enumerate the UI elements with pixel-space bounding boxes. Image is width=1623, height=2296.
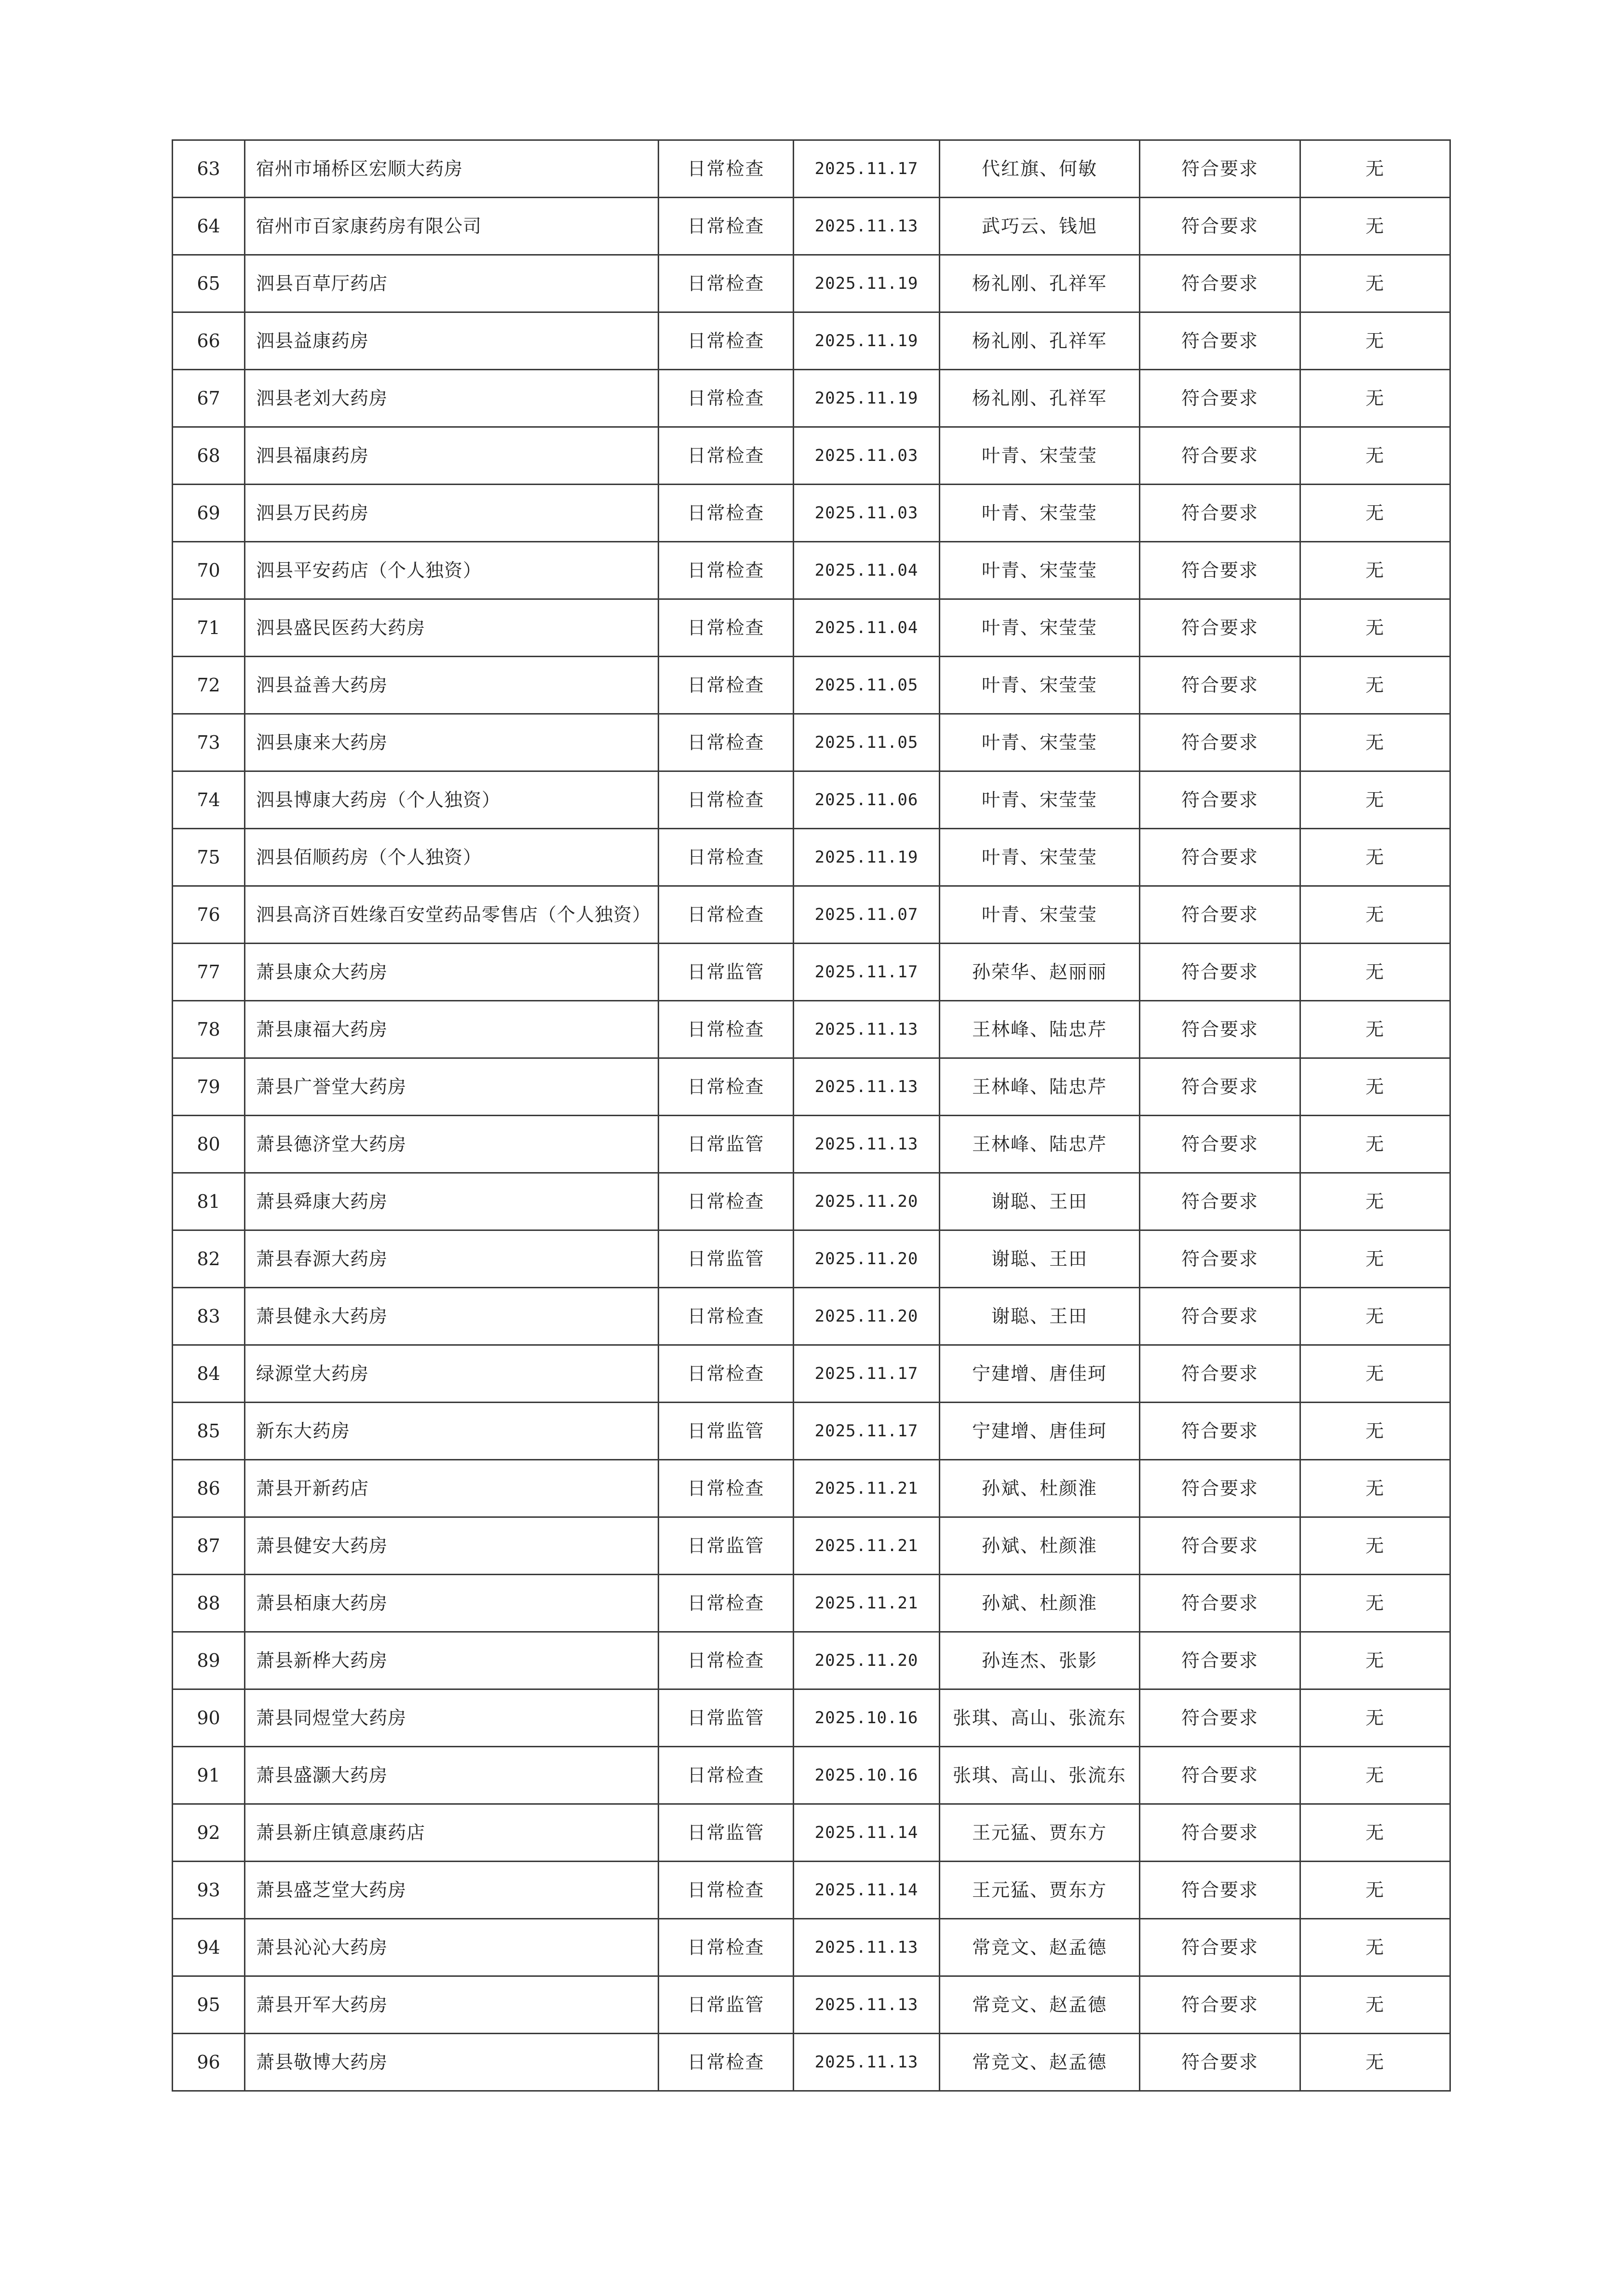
inspection-date-cell: 2025.11.17 bbox=[794, 944, 940, 1001]
table-row bbox=[173, 886, 1450, 944]
row-number-cell: 63 bbox=[173, 140, 245, 198]
pharmacy-name-cell: 萧县健永大药房 bbox=[245, 1288, 659, 1345]
issues-cell: 无 bbox=[1300, 599, 1450, 657]
inspectors-cell: 常竞文、赵孟德 bbox=[940, 1976, 1140, 2034]
inspection-type-cell: 日常检查 bbox=[659, 1288, 794, 1345]
inspectors-cell: 王林峰、陆忠芹 bbox=[940, 1116, 1140, 1173]
pharmacy-name-cell: 萧县开新药店 bbox=[245, 1460, 659, 1517]
inspection-type-cell: 日常检查 bbox=[659, 370, 794, 427]
table-row bbox=[173, 1460, 1450, 1517]
table-row bbox=[173, 2034, 1450, 2091]
table-row bbox=[173, 427, 1450, 485]
inspection-type-cell: 日常检查 bbox=[659, 771, 794, 829]
row-number-cell: 90 bbox=[173, 1689, 245, 1747]
pharmacy-name-cell: 萧县同煜堂大药房 bbox=[245, 1689, 659, 1747]
pharmacy-name-cell: 萧县新桦大药房 bbox=[245, 1632, 659, 1689]
inspection-date-cell: 2025.11.21 bbox=[794, 1575, 940, 1632]
inspectors-cell: 叶青、宋莹莹 bbox=[940, 485, 1140, 542]
table-row bbox=[173, 599, 1450, 657]
table-row bbox=[173, 1345, 1450, 1403]
inspection-date-cell: 2025.10.16 bbox=[794, 1689, 940, 1747]
table-row bbox=[173, 714, 1450, 771]
table-row bbox=[173, 1862, 1450, 1919]
table-row bbox=[173, 771, 1450, 829]
table-row bbox=[173, 1575, 1450, 1632]
inspection-date-cell: 2025.11.13 bbox=[794, 1919, 940, 1976]
issues-cell: 无 bbox=[1300, 1001, 1450, 1058]
inspection-date-cell: 2025.11.13 bbox=[794, 198, 940, 255]
table-row bbox=[173, 1288, 1450, 1345]
row-number-cell: 67 bbox=[173, 370, 245, 427]
inspection-type-cell: 日常监管 bbox=[659, 1976, 794, 2034]
issues-cell: 无 bbox=[1300, 1976, 1450, 2034]
inspection-type-cell: 日常检查 bbox=[659, 198, 794, 255]
inspection-date-cell: 2025.11.20 bbox=[794, 1632, 940, 1689]
issues-cell: 无 bbox=[1300, 255, 1450, 312]
inspection-type-cell: 日常检查 bbox=[659, 1001, 794, 1058]
issues-cell: 无 bbox=[1300, 1919, 1450, 1976]
table-row bbox=[173, 1173, 1450, 1230]
inspection-date-cell: 2025.11.05 bbox=[794, 714, 940, 771]
pharmacy-name-cell: 萧县沁沁大药房 bbox=[245, 1919, 659, 1976]
inspectors-cell: 宁建增、唐佳珂 bbox=[940, 1403, 1140, 1460]
table-row bbox=[173, 1517, 1450, 1575]
inspection-date-cell: 2025.11.20 bbox=[794, 1230, 940, 1288]
inspection-type-cell: 日常检查 bbox=[659, 427, 794, 485]
inspectors-cell: 叶青、宋莹莹 bbox=[940, 829, 1140, 886]
inspectors-cell: 王元猛、贾东方 bbox=[940, 1862, 1140, 1919]
inspection-date-cell: 2025.10.16 bbox=[794, 1747, 940, 1804]
row-number-cell: 78 bbox=[173, 1001, 245, 1058]
row-number-cell: 72 bbox=[173, 657, 245, 714]
inspection-date-cell: 2025.11.19 bbox=[794, 829, 940, 886]
row-number-cell: 76 bbox=[173, 886, 245, 944]
result-cell: 符合要求 bbox=[1140, 1517, 1300, 1575]
inspectors-cell: 王林峰、陆忠芹 bbox=[940, 1001, 1140, 1058]
inspectors-cell: 张琪、高山、张流东 bbox=[940, 1747, 1140, 1804]
inspectors-cell: 武巧云、钱旭 bbox=[940, 198, 1140, 255]
issues-cell: 无 bbox=[1300, 1345, 1450, 1403]
issues-cell: 无 bbox=[1300, 1632, 1450, 1689]
row-number-cell: 65 bbox=[173, 255, 245, 312]
pharmacy-name-cell: 萧县舜康大药房 bbox=[245, 1173, 659, 1230]
result-cell: 符合要求 bbox=[1140, 542, 1300, 599]
inspectors-cell: 杨礼刚、孔祥军 bbox=[940, 312, 1140, 370]
inspection-date-cell: 2025.11.14 bbox=[794, 1862, 940, 1919]
row-number-cell: 91 bbox=[173, 1747, 245, 1804]
row-number-cell: 86 bbox=[173, 1460, 245, 1517]
row-number-cell: 73 bbox=[173, 714, 245, 771]
row-number-cell: 70 bbox=[173, 542, 245, 599]
issues-cell: 无 bbox=[1300, 485, 1450, 542]
issues-cell: 无 bbox=[1300, 312, 1450, 370]
result-cell: 符合要求 bbox=[1140, 599, 1300, 657]
inspectors-cell: 谢聪、王田 bbox=[940, 1173, 1140, 1230]
table-row bbox=[173, 1804, 1450, 1862]
inspection-date-cell: 2025.11.06 bbox=[794, 771, 940, 829]
issues-cell: 无 bbox=[1300, 829, 1450, 886]
issues-cell: 无 bbox=[1300, 2034, 1450, 2091]
result-cell: 符合要求 bbox=[1140, 944, 1300, 1001]
inspectors-cell: 叶青、宋莹莹 bbox=[940, 714, 1140, 771]
table-row bbox=[173, 370, 1450, 427]
result-cell: 符合要求 bbox=[1140, 1116, 1300, 1173]
inspection-type-cell: 日常检查 bbox=[659, 1345, 794, 1403]
row-number-cell: 92 bbox=[173, 1804, 245, 1862]
issues-cell: 无 bbox=[1300, 1460, 1450, 1517]
row-number-cell: 87 bbox=[173, 1517, 245, 1575]
result-cell: 符合要求 bbox=[1140, 829, 1300, 886]
pharmacy-name-cell: 萧县栢康大药房 bbox=[245, 1575, 659, 1632]
result-cell: 符合要求 bbox=[1140, 370, 1300, 427]
result-cell: 符合要求 bbox=[1140, 2034, 1300, 2091]
table-row bbox=[173, 1747, 1450, 1804]
issues-cell: 无 bbox=[1300, 1230, 1450, 1288]
issues-cell: 无 bbox=[1300, 1517, 1450, 1575]
pharmacy-name-cell: 泗县益善大药房 bbox=[245, 657, 659, 714]
pharmacy-name-cell: 泗县益康药房 bbox=[245, 312, 659, 370]
inspection-date-cell: 2025.11.13 bbox=[794, 1058, 940, 1116]
table-row bbox=[173, 944, 1450, 1001]
row-number-cell: 77 bbox=[173, 944, 245, 1001]
issues-cell: 无 bbox=[1300, 1862, 1450, 1919]
inspection-type-cell: 日常检查 bbox=[659, 1460, 794, 1517]
inspection-date-cell: 2025.11.19 bbox=[794, 255, 940, 312]
row-number-cell: 89 bbox=[173, 1632, 245, 1689]
issues-cell: 无 bbox=[1300, 1689, 1450, 1747]
inspection-date-cell: 2025.11.20 bbox=[794, 1173, 940, 1230]
inspectors-cell: 杨礼刚、孔祥军 bbox=[940, 370, 1140, 427]
inspectors-cell: 常竞文、赵孟德 bbox=[940, 2034, 1140, 2091]
pharmacy-name-cell: 泗县佰顺药房（个人独资） bbox=[245, 829, 659, 886]
result-cell: 符合要求 bbox=[1140, 1747, 1300, 1804]
inspection-date-cell: 2025.11.13 bbox=[794, 2034, 940, 2091]
inspection-type-cell: 日常监管 bbox=[659, 1689, 794, 1747]
inspection-type-cell: 日常检查 bbox=[659, 1862, 794, 1919]
inspectors-cell: 常竞文、赵孟德 bbox=[940, 1919, 1140, 1976]
result-cell: 符合要求 bbox=[1140, 198, 1300, 255]
result-cell: 符合要求 bbox=[1140, 1689, 1300, 1747]
inspection-date-cell: 2025.11.13 bbox=[794, 1001, 940, 1058]
result-cell: 符合要求 bbox=[1140, 140, 1300, 198]
table-row bbox=[173, 1632, 1450, 1689]
inspection-type-cell: 日常检查 bbox=[659, 542, 794, 599]
inspection-table bbox=[172, 139, 1451, 2092]
row-number-cell: 79 bbox=[173, 1058, 245, 1116]
inspection-type-cell: 日常监管 bbox=[659, 1116, 794, 1173]
pharmacy-name-cell: 宿州市埇桥区宏顺大药房 bbox=[245, 140, 659, 198]
pharmacy-name-cell: 泗县高济百姓缘百安堂药品零售店（个人独资） bbox=[245, 886, 659, 944]
row-number-cell: 81 bbox=[173, 1173, 245, 1230]
table-row bbox=[173, 1403, 1450, 1460]
result-cell: 符合要求 bbox=[1140, 1288, 1300, 1345]
issues-cell: 无 bbox=[1300, 714, 1450, 771]
result-cell: 符合要求 bbox=[1140, 427, 1300, 485]
pharmacy-name-cell: 泗县老刘大药房 bbox=[245, 370, 659, 427]
inspectors-cell: 代红旗、何敏 bbox=[940, 140, 1140, 198]
inspection-type-cell: 日常检查 bbox=[659, 485, 794, 542]
issues-cell: 无 bbox=[1300, 944, 1450, 1001]
table-row bbox=[173, 1976, 1450, 2034]
row-number-cell: 93 bbox=[173, 1862, 245, 1919]
pharmacy-name-cell: 萧县健安大药房 bbox=[245, 1517, 659, 1575]
inspection-date-cell: 2025.11.04 bbox=[794, 599, 940, 657]
inspection-date-cell: 2025.11.03 bbox=[794, 427, 940, 485]
inspection-type-cell: 日常监管 bbox=[659, 1804, 794, 1862]
issues-cell: 无 bbox=[1300, 1288, 1450, 1345]
pharmacy-name-cell: 萧县盛芝堂大药房 bbox=[245, 1862, 659, 1919]
inspectors-cell: 王林峰、陆忠芹 bbox=[940, 1058, 1140, 1116]
table-row bbox=[173, 1058, 1450, 1116]
inspection-date-cell: 2025.11.14 bbox=[794, 1804, 940, 1862]
result-cell: 符合要求 bbox=[1140, 1460, 1300, 1517]
table-row bbox=[173, 1230, 1450, 1288]
inspection-date-cell: 2025.11.13 bbox=[794, 1976, 940, 2034]
issues-cell: 无 bbox=[1300, 1403, 1450, 1460]
inspection-type-cell: 日常检查 bbox=[659, 312, 794, 370]
result-cell: 符合要求 bbox=[1140, 1001, 1300, 1058]
issues-cell: 无 bbox=[1300, 886, 1450, 944]
inspection-type-cell: 日常监管 bbox=[659, 1230, 794, 1288]
inspectors-cell: 叶青、宋莹莹 bbox=[940, 427, 1140, 485]
issues-cell: 无 bbox=[1300, 542, 1450, 599]
inspectors-cell: 宁建增、唐佳珂 bbox=[940, 1345, 1140, 1403]
table-row bbox=[173, 485, 1450, 542]
row-number-cell: 71 bbox=[173, 599, 245, 657]
inspection-type-cell: 日常监管 bbox=[659, 1517, 794, 1575]
inspection-type-cell: 日常检查 bbox=[659, 1919, 794, 1976]
inspection-type-cell: 日常检查 bbox=[659, 1632, 794, 1689]
inspectors-cell: 孙斌、杜颜淮 bbox=[940, 1517, 1140, 1575]
inspection-type-cell: 日常检查 bbox=[659, 1058, 794, 1116]
issues-cell: 无 bbox=[1300, 1575, 1450, 1632]
inspection-type-cell: 日常检查 bbox=[659, 599, 794, 657]
issues-cell: 无 bbox=[1300, 370, 1450, 427]
result-cell: 符合要求 bbox=[1140, 1575, 1300, 1632]
row-number-cell: 68 bbox=[173, 427, 245, 485]
result-cell: 符合要求 bbox=[1140, 714, 1300, 771]
inspectors-cell: 谢聪、王田 bbox=[940, 1288, 1140, 1345]
inspection-type-cell: 日常检查 bbox=[659, 255, 794, 312]
result-cell: 符合要求 bbox=[1140, 771, 1300, 829]
issues-cell: 无 bbox=[1300, 1173, 1450, 1230]
pharmacy-name-cell: 泗县百草厅药店 bbox=[245, 255, 659, 312]
inspection-type-cell: 日常检查 bbox=[659, 886, 794, 944]
inspectors-cell: 叶青、宋莹莹 bbox=[940, 771, 1140, 829]
result-cell: 符合要求 bbox=[1140, 1976, 1300, 2034]
pharmacy-name-cell: 萧县敬博大药房 bbox=[245, 2034, 659, 2091]
inspection-type-cell: 日常检查 bbox=[659, 140, 794, 198]
pharmacy-name-cell: 萧县新庄镇意康药店 bbox=[245, 1804, 659, 1862]
result-cell: 符合要求 bbox=[1140, 1345, 1300, 1403]
pharmacy-name-cell: 泗县盛民医药大药房 bbox=[245, 599, 659, 657]
pharmacy-name-cell: 泗县福康药房 bbox=[245, 427, 659, 485]
pharmacy-name-cell: 萧县德济堂大药房 bbox=[245, 1116, 659, 1173]
pharmacy-name-cell: 宿州市百家康药房有限公司 bbox=[245, 198, 659, 255]
issues-cell: 无 bbox=[1300, 657, 1450, 714]
inspectors-cell: 孙连杰、张影 bbox=[940, 1632, 1140, 1689]
inspection-date-cell: 2025.11.17 bbox=[794, 140, 940, 198]
table-row bbox=[173, 657, 1450, 714]
inspection-type-cell: 日常检查 bbox=[659, 2034, 794, 2091]
pharmacy-name-cell: 泗县平安药店（个人独资） bbox=[245, 542, 659, 599]
inspection-type-cell: 日常检查 bbox=[659, 1173, 794, 1230]
table-row bbox=[173, 255, 1450, 312]
result-cell: 符合要求 bbox=[1140, 1173, 1300, 1230]
inspectors-cell: 张琪、高山、张流东 bbox=[940, 1689, 1140, 1747]
result-cell: 符合要求 bbox=[1140, 886, 1300, 944]
pharmacy-name-cell: 萧县广誉堂大药房 bbox=[245, 1058, 659, 1116]
inspection-table-body bbox=[173, 140, 1450, 2091]
result-cell: 符合要求 bbox=[1140, 1804, 1300, 1862]
table-row bbox=[173, 140, 1450, 198]
inspectors-cell: 叶青、宋莹莹 bbox=[940, 886, 1140, 944]
row-number-cell: 66 bbox=[173, 312, 245, 370]
inspectors-cell: 王元猛、贾东方 bbox=[940, 1804, 1140, 1862]
inspectors-cell: 叶青、宋莹莹 bbox=[940, 657, 1140, 714]
result-cell: 符合要求 bbox=[1140, 657, 1300, 714]
row-number-cell: 75 bbox=[173, 829, 245, 886]
inspectors-cell: 叶青、宋莹莹 bbox=[940, 599, 1140, 657]
row-number-cell: 85 bbox=[173, 1403, 245, 1460]
table-row bbox=[173, 312, 1450, 370]
inspectors-cell: 孙荣华、赵丽丽 bbox=[940, 944, 1140, 1001]
issues-cell: 无 bbox=[1300, 140, 1450, 198]
result-cell: 符合要求 bbox=[1140, 485, 1300, 542]
issues-cell: 无 bbox=[1300, 198, 1450, 255]
result-cell: 符合要求 bbox=[1140, 312, 1300, 370]
inspection-type-cell: 日常检查 bbox=[659, 714, 794, 771]
issues-cell: 无 bbox=[1300, 1804, 1450, 1862]
row-number-cell: 64 bbox=[173, 198, 245, 255]
table-row bbox=[173, 542, 1450, 599]
row-number-cell: 94 bbox=[173, 1919, 245, 1976]
issues-cell: 无 bbox=[1300, 1058, 1450, 1116]
issues-cell: 无 bbox=[1300, 1116, 1450, 1173]
table-row bbox=[173, 1001, 1450, 1058]
inspectors-cell: 叶青、宋莹莹 bbox=[940, 542, 1140, 599]
inspectors-cell: 杨礼刚、孔祥军 bbox=[940, 255, 1140, 312]
pharmacy-name-cell: 泗县康来大药房 bbox=[245, 714, 659, 771]
row-number-cell: 88 bbox=[173, 1575, 245, 1632]
pharmacy-name-cell: 泗县万民药房 bbox=[245, 485, 659, 542]
inspection-date-cell: 2025.11.21 bbox=[794, 1460, 940, 1517]
table-row bbox=[173, 1689, 1450, 1747]
result-cell: 符合要求 bbox=[1140, 1058, 1300, 1116]
issues-cell: 无 bbox=[1300, 771, 1450, 829]
row-number-cell: 84 bbox=[173, 1345, 245, 1403]
pharmacy-name-cell: 绿源堂大药房 bbox=[245, 1345, 659, 1403]
pharmacy-name-cell: 萧县春源大药房 bbox=[245, 1230, 659, 1288]
inspectors-cell: 谢聪、王田 bbox=[940, 1230, 1140, 1288]
pharmacy-name-cell: 萧县开军大药房 bbox=[245, 1976, 659, 2034]
row-number-cell: 74 bbox=[173, 771, 245, 829]
inspection-date-cell: 2025.11.07 bbox=[794, 886, 940, 944]
table-row bbox=[173, 198, 1450, 255]
inspection-date-cell: 2025.11.03 bbox=[794, 485, 940, 542]
row-number-cell: 95 bbox=[173, 1976, 245, 2034]
inspection-date-cell: 2025.11.19 bbox=[794, 370, 940, 427]
result-cell: 符合要求 bbox=[1140, 1632, 1300, 1689]
inspection-type-cell: 日常检查 bbox=[659, 1747, 794, 1804]
result-cell: 符合要求 bbox=[1140, 255, 1300, 312]
inspection-date-cell: 2025.11.21 bbox=[794, 1517, 940, 1575]
pharmacy-name-cell: 萧县盛灏大药房 bbox=[245, 1747, 659, 1804]
pharmacy-name-cell: 萧县康众大药房 bbox=[245, 944, 659, 1001]
inspection-type-cell: 日常检查 bbox=[659, 1575, 794, 1632]
row-number-cell: 83 bbox=[173, 1288, 245, 1345]
row-number-cell: 96 bbox=[173, 2034, 245, 2091]
result-cell: 符合要求 bbox=[1140, 1230, 1300, 1288]
inspection-date-cell: 2025.11.04 bbox=[794, 542, 940, 599]
table-row bbox=[173, 1116, 1450, 1173]
inspection-date-cell: 2025.11.13 bbox=[794, 1116, 940, 1173]
inspection-date-cell: 2025.11.19 bbox=[794, 312, 940, 370]
inspection-type-cell: 日常检查 bbox=[659, 829, 794, 886]
result-cell: 符合要求 bbox=[1140, 1403, 1300, 1460]
table-row bbox=[173, 829, 1450, 886]
inspection-date-cell: 2025.11.20 bbox=[794, 1288, 940, 1345]
issues-cell: 无 bbox=[1300, 427, 1450, 485]
result-cell: 符合要求 bbox=[1140, 1919, 1300, 1976]
pharmacy-name-cell: 新东大药房 bbox=[245, 1403, 659, 1460]
row-number-cell: 80 bbox=[173, 1116, 245, 1173]
inspection-type-cell: 日常监管 bbox=[659, 1403, 794, 1460]
inspectors-cell: 孙斌、杜颜淮 bbox=[940, 1575, 1140, 1632]
issues-cell: 无 bbox=[1300, 1747, 1450, 1804]
result-cell: 符合要求 bbox=[1140, 1862, 1300, 1919]
pharmacy-name-cell: 泗县博康大药房（个人独资） bbox=[245, 771, 659, 829]
inspection-date-cell: 2025.11.05 bbox=[794, 657, 940, 714]
inspectors-cell: 孙斌、杜颜淮 bbox=[940, 1460, 1140, 1517]
row-number-cell: 82 bbox=[173, 1230, 245, 1288]
inspection-date-cell: 2025.11.17 bbox=[794, 1403, 940, 1460]
table-row bbox=[173, 1919, 1450, 1976]
pharmacy-name-cell: 萧县康福大药房 bbox=[245, 1001, 659, 1058]
row-number-cell: 69 bbox=[173, 485, 245, 542]
inspection-type-cell: 日常监管 bbox=[659, 944, 794, 1001]
inspection-type-cell: 日常检查 bbox=[659, 657, 794, 714]
inspection-date-cell: 2025.11.17 bbox=[794, 1345, 940, 1403]
